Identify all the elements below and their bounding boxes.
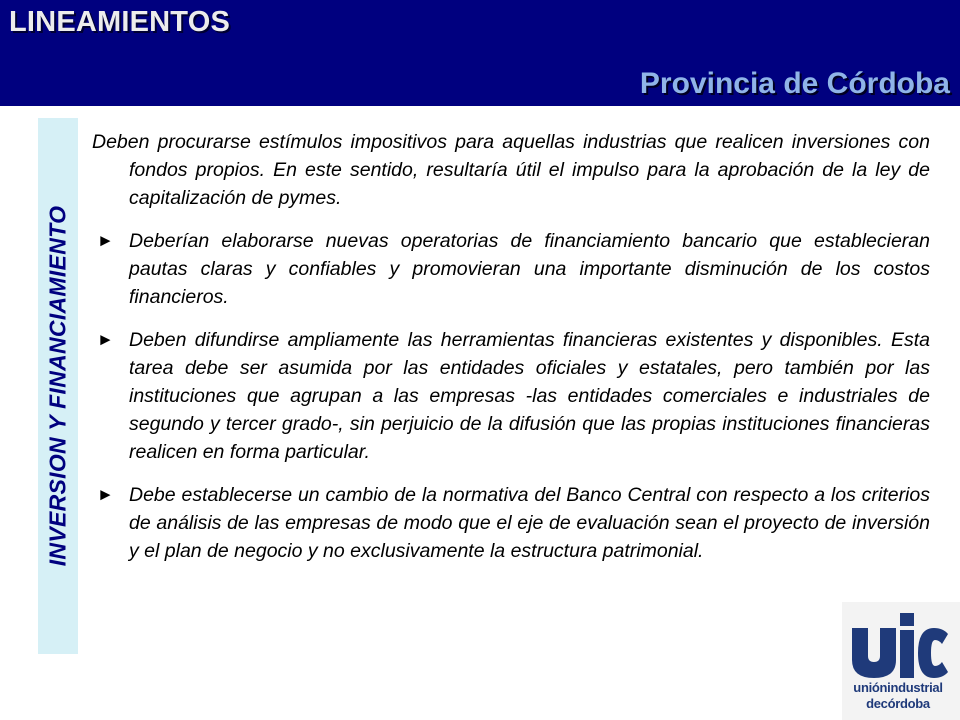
- bullet-arrow-icon: ►: [97, 485, 114, 504]
- list-item: [92, 227, 930, 311]
- list-item-text: Debe establecerse un cambio de la normativa del Banco Central con respecto a los criterios de análisis de las empresas de modo que el eje de evaluación sean el proyecto de inversión y el plan de negocio y no exclusivamente la estructura patrimonial.: [129, 484, 930, 562]
- list-item-text: Deberían elaborarse nuevas operatorias de financiamiento bancario que establecieran pautas claras y confiables y promovieran una importante disminución de los costos financieros.: [129, 230, 930, 308]
- list-item: [92, 326, 930, 466]
- content-area: [92, 128, 930, 580]
- logo-text-line1: uniónindustrial: [853, 680, 943, 695]
- section-sidebar: [38, 118, 78, 654]
- bullet-arrow-icon: ►: [97, 330, 114, 349]
- logo-text-line2: decórdoba: [866, 696, 930, 711]
- list-item-text: Deben difundirse ampliamente las herramientas financieras existentes y disponibles. Esta tarea debe ser asumida por las entidades oficiales y estatales, pero también por las instituciones que agrupan a las empresas -las entidades comerciales e industriales de segundo y tercer grado-, sin perjuicio de la difusión que las propias instituciones financieras realicen en forma particular.: [129, 329, 930, 463]
- slide-title: LINEAMIENTOS: [9, 6, 230, 38]
- slide-subtitle: Provincia de Córdoba: [639, 67, 950, 100]
- header-bar: [0, 0, 960, 106]
- bullet-arrow-icon: ►: [97, 231, 114, 250]
- section-label: INVERSION Y FINANCIAMIENTO: [44, 205, 71, 567]
- uic-logo: [842, 602, 960, 720]
- list-item: [92, 481, 930, 565]
- list-item-text: Deben procurarse estímulos impositivos para aquellas industrias que realicen inversiones con fondos propios. En este sentido, resultaría útil el impulso para la aprobación de la ley de capitalización de pymes.: [92, 131, 930, 209]
- list-item: [92, 128, 930, 212]
